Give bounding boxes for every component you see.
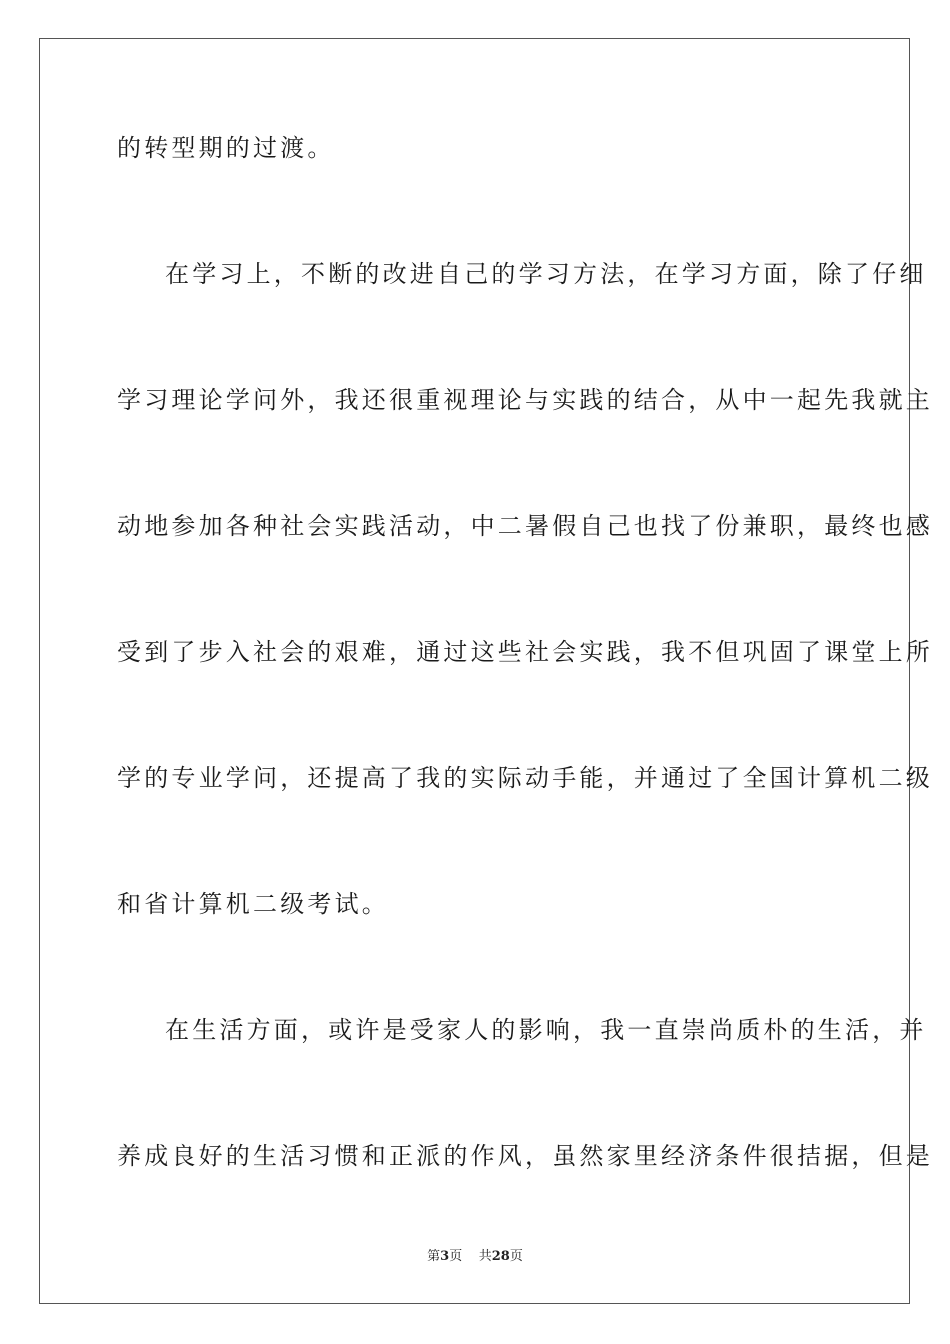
total-pages: 28 [491, 1249, 510, 1264]
total-prefix: 共 [478, 1249, 492, 1264]
paragraph-line-7: 和省计算机二级考试。 [117, 890, 389, 918]
paragraph-line-5: 受到了步入社会的艰难，通过这些社会实践，我不但巩固了课堂上所 [117, 638, 933, 666]
paragraph-line-9: 养成良好的生活习惯和正派的作风，虽然家里经济条件很拮据，但是 [117, 1142, 933, 1170]
page-suffix: 页 [449, 1249, 463, 1264]
page-prefix: 第 [427, 1249, 441, 1264]
paragraph-line-3: 学习理论学问外，我还很重视理论与实践的结合，从中一起先我就主 [117, 386, 933, 414]
page-border [39, 38, 933, 1304]
total-suffix: 页 [509, 1249, 523, 1264]
paragraph-line-6: 学的专业学问，还提高了我的实际动手能，并通过了全国计算机二级 [117, 764, 933, 792]
page-number: 3 [440, 1249, 450, 1264]
paragraph-line-1: 的转型期的过渡。 [117, 134, 335, 162]
paragraph-line-4: 动地参加各种社会实践活动，中二暑假自己也找了份兼职，最终也感 [117, 512, 933, 540]
paragraph-line-8: 在生活方面，或许是受家人的影响，我一直崇尚质朴的生活，并 [165, 1016, 927, 1044]
paragraph-line-2: 在学习上，不断的改进自己的学习方法，在学习方面，除了仔细 [165, 260, 927, 288]
page-footer [0, 1249, 950, 1265]
